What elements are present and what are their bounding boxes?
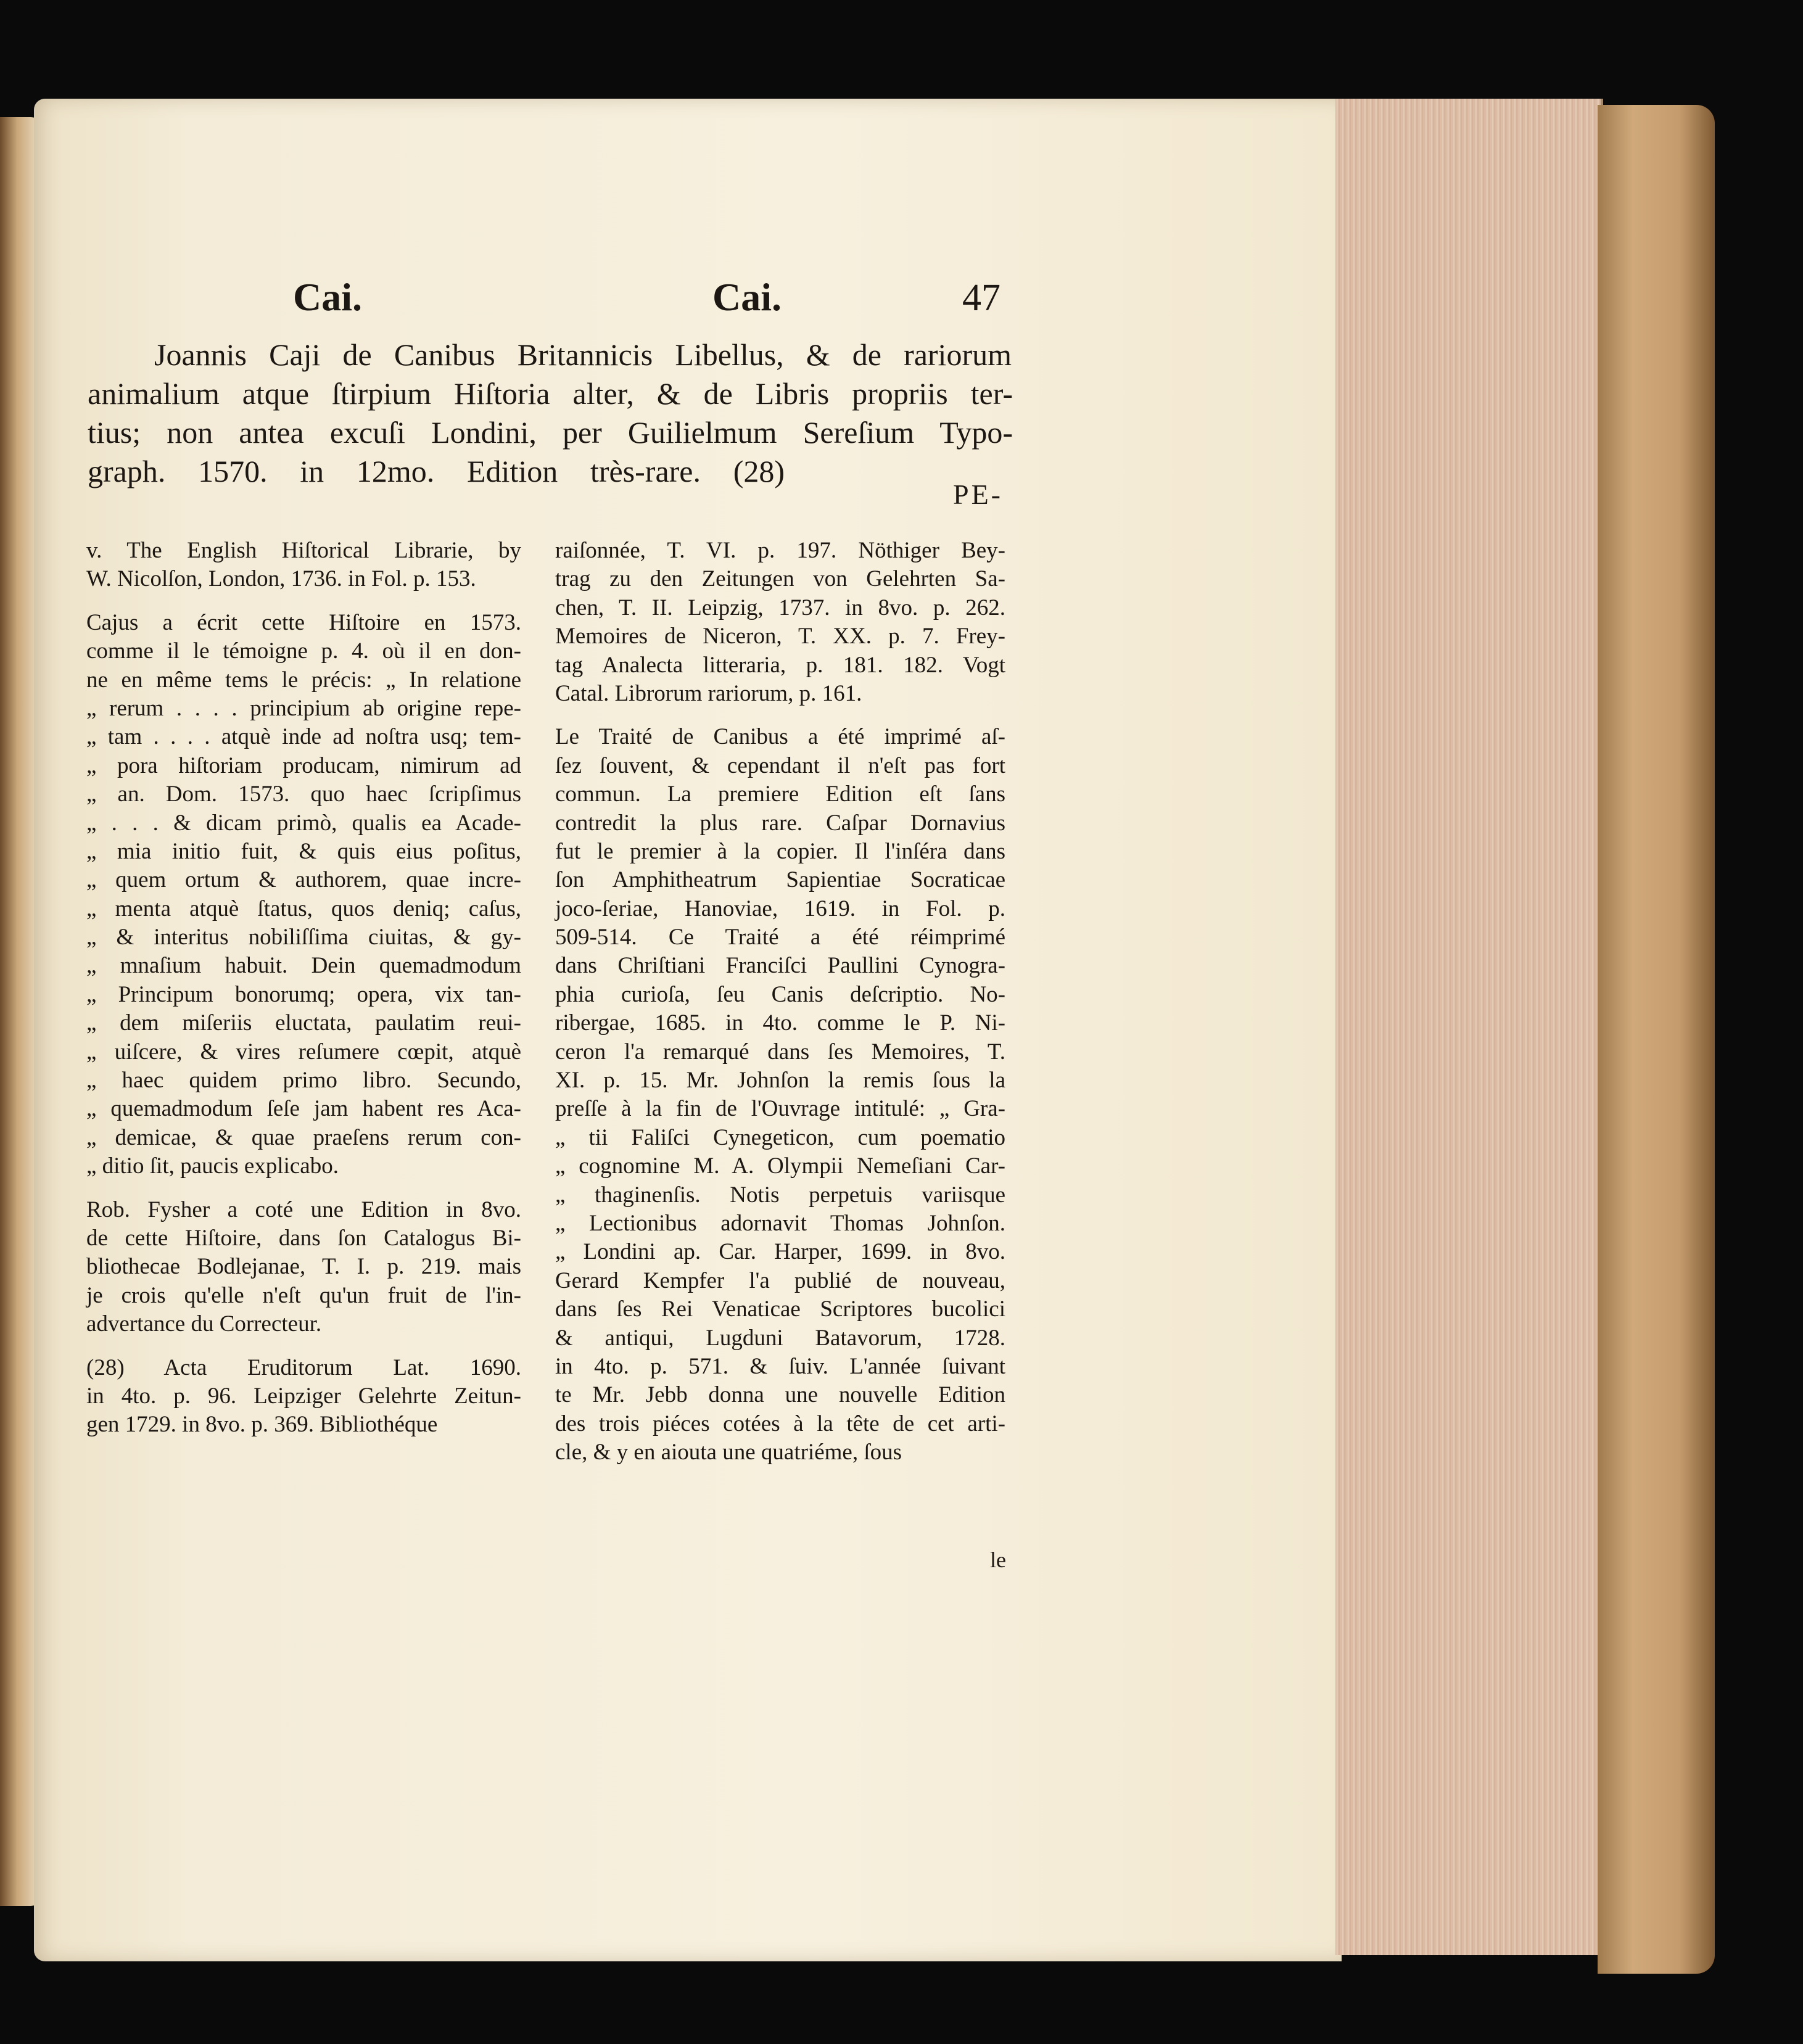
text-line: „ & interitus nobiliſſima ciuitas, & gy- <box>86 925 521 950</box>
text-line: Rob. Fysher a coté une Edition in 8vo. <box>86 1197 521 1222</box>
text-line: ceron l'a remarqué dans ſes Memoires, T. <box>555 1039 1005 1065</box>
text-line: in 4to. p. 571. & ſuiv. L'année ſuivant <box>555 1353 1005 1379</box>
text-line: „ menta atquè ſtatus, quos deniq; caſus, <box>86 896 521 921</box>
text-line: Le Traité de Canibus a été imprimé aſ- <box>555 724 1005 750</box>
text-line: „ cognomine M. A. Olympii Nemeſiani Car- <box>555 1153 1005 1179</box>
text-line: comme il le témoigne p. 4. où il en don- <box>86 638 521 664</box>
text-line: W. Nicolſon, London, 1736. in Fol. p. 153. <box>86 566 476 592</box>
text-line: des trois piéces cotées à la tête de cet arti- <box>555 1411 1005 1436</box>
text-line: „ tii Faliſci Cynegeticon, cum poematio <box>555 1124 1005 1150</box>
text-line: XI. p. 15. Mr. Johnſon la remis ſous la <box>555 1068 1005 1094</box>
text-line: „ demicae, & quae praeſens rerum con- <box>86 1124 521 1150</box>
right-text-column <box>555 537 1005 1467</box>
title-line: tius; non antea excuſi Londini, per Guilielmum Sereſium Typo- <box>88 415 1013 450</box>
text-line: „ mnaſium habuit. Dein quemadmodum <box>86 953 521 979</box>
paragraph-gap <box>86 1181 521 1196</box>
text-line: Memoires de Niceron, T. XX. p. 7. Frey- <box>555 624 1005 649</box>
page-catchword: le <box>990 1547 1006 1572</box>
text-line: phia curioſa, ſeu Canis deſcriptio. No- <box>555 981 1005 1007</box>
left-text-column <box>86 537 521 1440</box>
leather-cover <box>1598 105 1715 1974</box>
text-line: dans Chriſtiani Franciſci Paullini Cynogra- <box>555 953 1005 979</box>
text-line: tag Analecta litteraria, p. 181. 182. Vogt <box>555 652 1005 678</box>
title-line: Joannis Caji de Canibus Britannicis Libellus, & de rariorum <box>154 337 1012 372</box>
text-line: commun. La premiere Edition eſt ſans <box>555 781 1005 807</box>
paragraph-gap <box>86 1339 521 1354</box>
running-head-center: Cai. <box>712 275 782 319</box>
text-line: „ uiſcere, & vires reſumere cœpit, atquè <box>86 1039 521 1065</box>
text-line: „ Lectionibus adornavit Thomas Johnſon. <box>555 1210 1005 1236</box>
text-line: „ dem miſeriis eluctata, paulatim reui- <box>86 1010 521 1036</box>
text-line: contredit la plus rare. Caſpar Dornavius <box>555 810 1005 836</box>
running-head-left: Cai. <box>293 275 362 319</box>
text-line: 509-514. Ce Traité a été réimprimé <box>555 925 1005 950</box>
text-line: „ pora hiſtoriam producam, nimirum ad <box>86 752 521 778</box>
text-line: preſſe à la fin de l'Ouvrage intitulé: „ Gra- <box>555 1096 1005 1122</box>
text-line: chen, T. II. Leipzig, 1737. in 8vo. p. 262. <box>555 595 1005 620</box>
text-line: „ Londini ap. Car. Harper, 1699. in 8vo. <box>555 1239 1005 1265</box>
text-line: ſon Amphitheatrum Sapientiae Socraticae <box>555 867 1005 893</box>
text-line: Gerard Kempfer l'a publié de nouveau, <box>555 1267 1005 1293</box>
text-line: „ . . . & dicam primò, qualis ea Acade- <box>86 810 521 836</box>
text-line: „ rerum . . . . principium ab origine repe- <box>86 695 521 721</box>
text-line: bliothecae Bodlejanae, T. I. p. 219. mais <box>86 1254 521 1280</box>
paragraph-gap <box>555 708 1005 723</box>
text-line: gen 1729. in 8vo. p. 369. Bibliothéque <box>86 1412 438 1438</box>
paragraph-gap <box>86 594 521 609</box>
text-line: ne en même tems le précis: „ In relatione <box>86 667 521 693</box>
title-catchword: PE- <box>953 479 1003 510</box>
title-line: graph. 1570. in 12mo. Edition très-rare. (28) <box>88 454 785 488</box>
text-line: „ Principum bonorumq; opera, vix tan- <box>86 981 521 1007</box>
text-line: „ mia initio fuit, & quis eius poſitus, <box>86 838 521 864</box>
text-line: „ ditio ſit, paucis explicabo. <box>86 1153 339 1179</box>
text-line: Catal. Librorum rariorum, p. 161. <box>555 680 862 706</box>
text-line: (28) Acta Eruditorum Lat. 1690. <box>86 1354 521 1380</box>
text-line: Cajus a écrit cette Hiſtoire en 1573. <box>86 609 521 635</box>
text-line: te Mr. Jebb donna une nouvelle Edition <box>555 1382 1005 1408</box>
text-line: cle, & y en aiouta une quatriéme, ſous <box>555 1440 902 1465</box>
text-line: ribergae, 1685. in 4to. comme le P. Ni- <box>555 1010 1005 1036</box>
text-line: „ haec quidem primo libro. Secundo, <box>86 1068 521 1094</box>
text-line: & antiqui, Lugduni Batavorum, 1728. <box>555 1325 1005 1351</box>
text-line: de cette Hiſtoire, dans ſon Catalogus Bi- <box>86 1225 521 1251</box>
text-line: v. The English Hiſtorical Librarie, by <box>86 538 521 563</box>
text-line: „ quem ortum & authorem, quae incre- <box>86 867 521 893</box>
text-line: „ thaginenſis. Notis perpetuis variisque <box>555 1182 1005 1208</box>
text-line: trag zu den Zeitungen von Gelehrten Sa- <box>555 566 1005 592</box>
text-line: dans ſes Rei Venaticae Scriptores bucolici <box>555 1296 1005 1322</box>
text-line: „ an. Dom. 1573. quo haec ſcripſimus <box>86 781 521 807</box>
page-block-fore-edge <box>1335 99 1603 1955</box>
text-line: fut le premier à la copier. Il l'inſéra dans <box>555 838 1005 864</box>
text-line: „ tam . . . . atquè inde ad noſtra usq; tem- <box>86 724 521 750</box>
title-line: animalium atque ſtirpium Hiſtoria alter, & de Libris propriis ter- <box>88 376 1013 411</box>
text-line: je crois qu'elle n'eſt qu'un fruit de l'in- <box>86 1282 521 1308</box>
text-line: ſez ſouvent, & cependant il n'eſt pas fort <box>555 752 1005 778</box>
text-line: raiſonnée, T. VI. p. 197. Nöthiger Bey- <box>555 538 1005 563</box>
text-line: advertance du Correcteur. <box>86 1311 322 1337</box>
text-line: „ quemadmodum ſeſe jam habent res Aca- <box>86 1096 521 1122</box>
text-line: joco-ſeriae, Hanoviae, 1619. in Fol. p. <box>555 896 1005 921</box>
text-line: in 4to. p. 96. Leipziger Gelehrte Zeitun- <box>86 1383 521 1409</box>
page-number: 47 <box>962 277 1001 319</box>
